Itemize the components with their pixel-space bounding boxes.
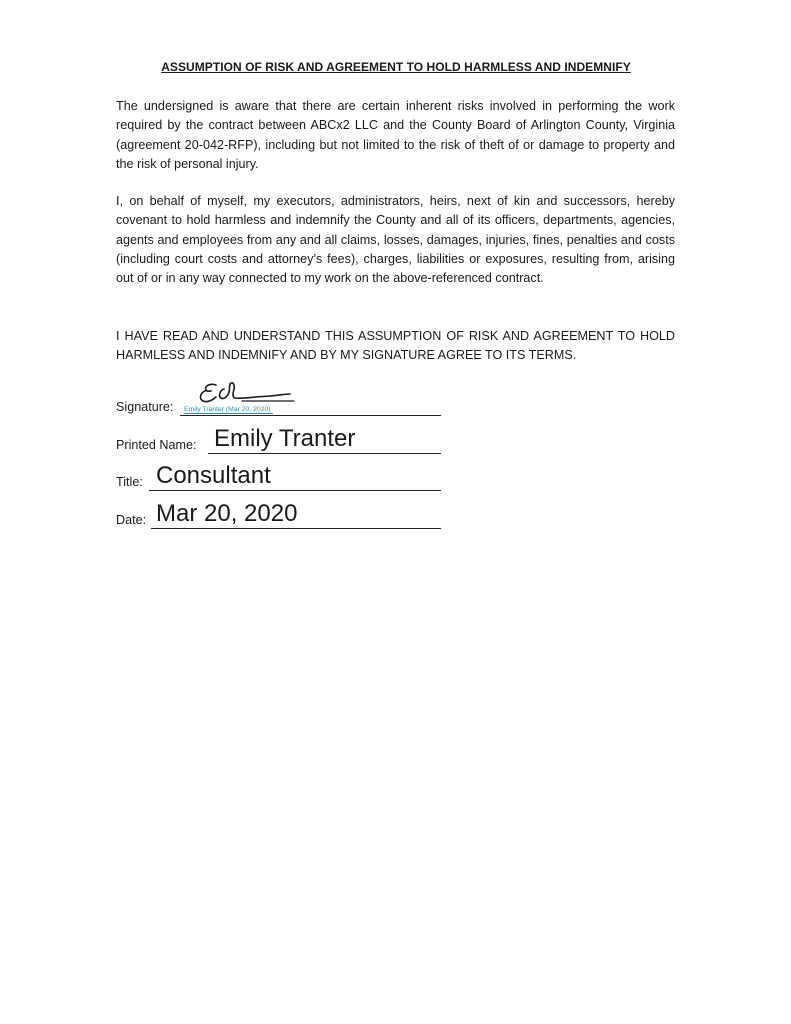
- printed-name-value: Emily Tranter: [214, 425, 356, 452]
- signature-line: [180, 415, 441, 416]
- handwritten-signature: [180, 379, 310, 407]
- title-label: Title:: [116, 475, 143, 489]
- signature-caption: Emily Tranter (Mar 20, 2020): [184, 406, 271, 413]
- title-line: [149, 490, 441, 491]
- date-line: [151, 528, 441, 529]
- paragraph-indemnify-covenant: I, on behalf of myself, my executors, administrators, heirs, next of kin and successors, hereby covenant to hold harmless and indemnify the County and all of its officers, departments, agencies, agents and employees from any and all claims, losses, damages, injuries, fines, penalties and costs (including court costs and attorney’s fees), charges, liabilities or exposures, resulting from, arising out of or in any way connected to my work on the above-referenced contract.: [116, 194, 675, 286]
- signature-label: Signature:: [116, 400, 174, 414]
- printed-name-label: Printed Name:: [116, 438, 197, 452]
- document-title: ASSUMPTION OF RISK AND AGREEMENT TO HOLD HARMLESS AND INDEMNIFY: [161, 60, 631, 74]
- printed-name-line: [208, 453, 441, 454]
- date-field[interactable]: [116, 499, 446, 529]
- title-field[interactable]: [116, 461, 446, 491]
- paragraph-acknowledgement: I HAVE READ AND UNDERSTAND THIS ASSUMPTION OF RISK AND AGREEMENT TO HOLD HARMLESS AND INDEMNIFY AND BY MY SIGNATURE AGREE TO ITS TERMS.: [116, 329, 675, 363]
- printed-name-field[interactable]: [116, 424, 446, 454]
- date-label: Date:: [116, 513, 147, 527]
- date-value: Mar 20, 2020: [156, 500, 298, 527]
- paragraph-risk-awareness: The undersigned is aware that there are certain inherent risks involved in performing the work required by the contract between ABCx2 LLC and the County Board of Arlington County, Virginia (agreement 20-042-RFP), including but not limited to the risk of theft of or damage to property and the risk of personal injury.: [116, 99, 675, 171]
- title-value: Consultant: [156, 462, 271, 489]
